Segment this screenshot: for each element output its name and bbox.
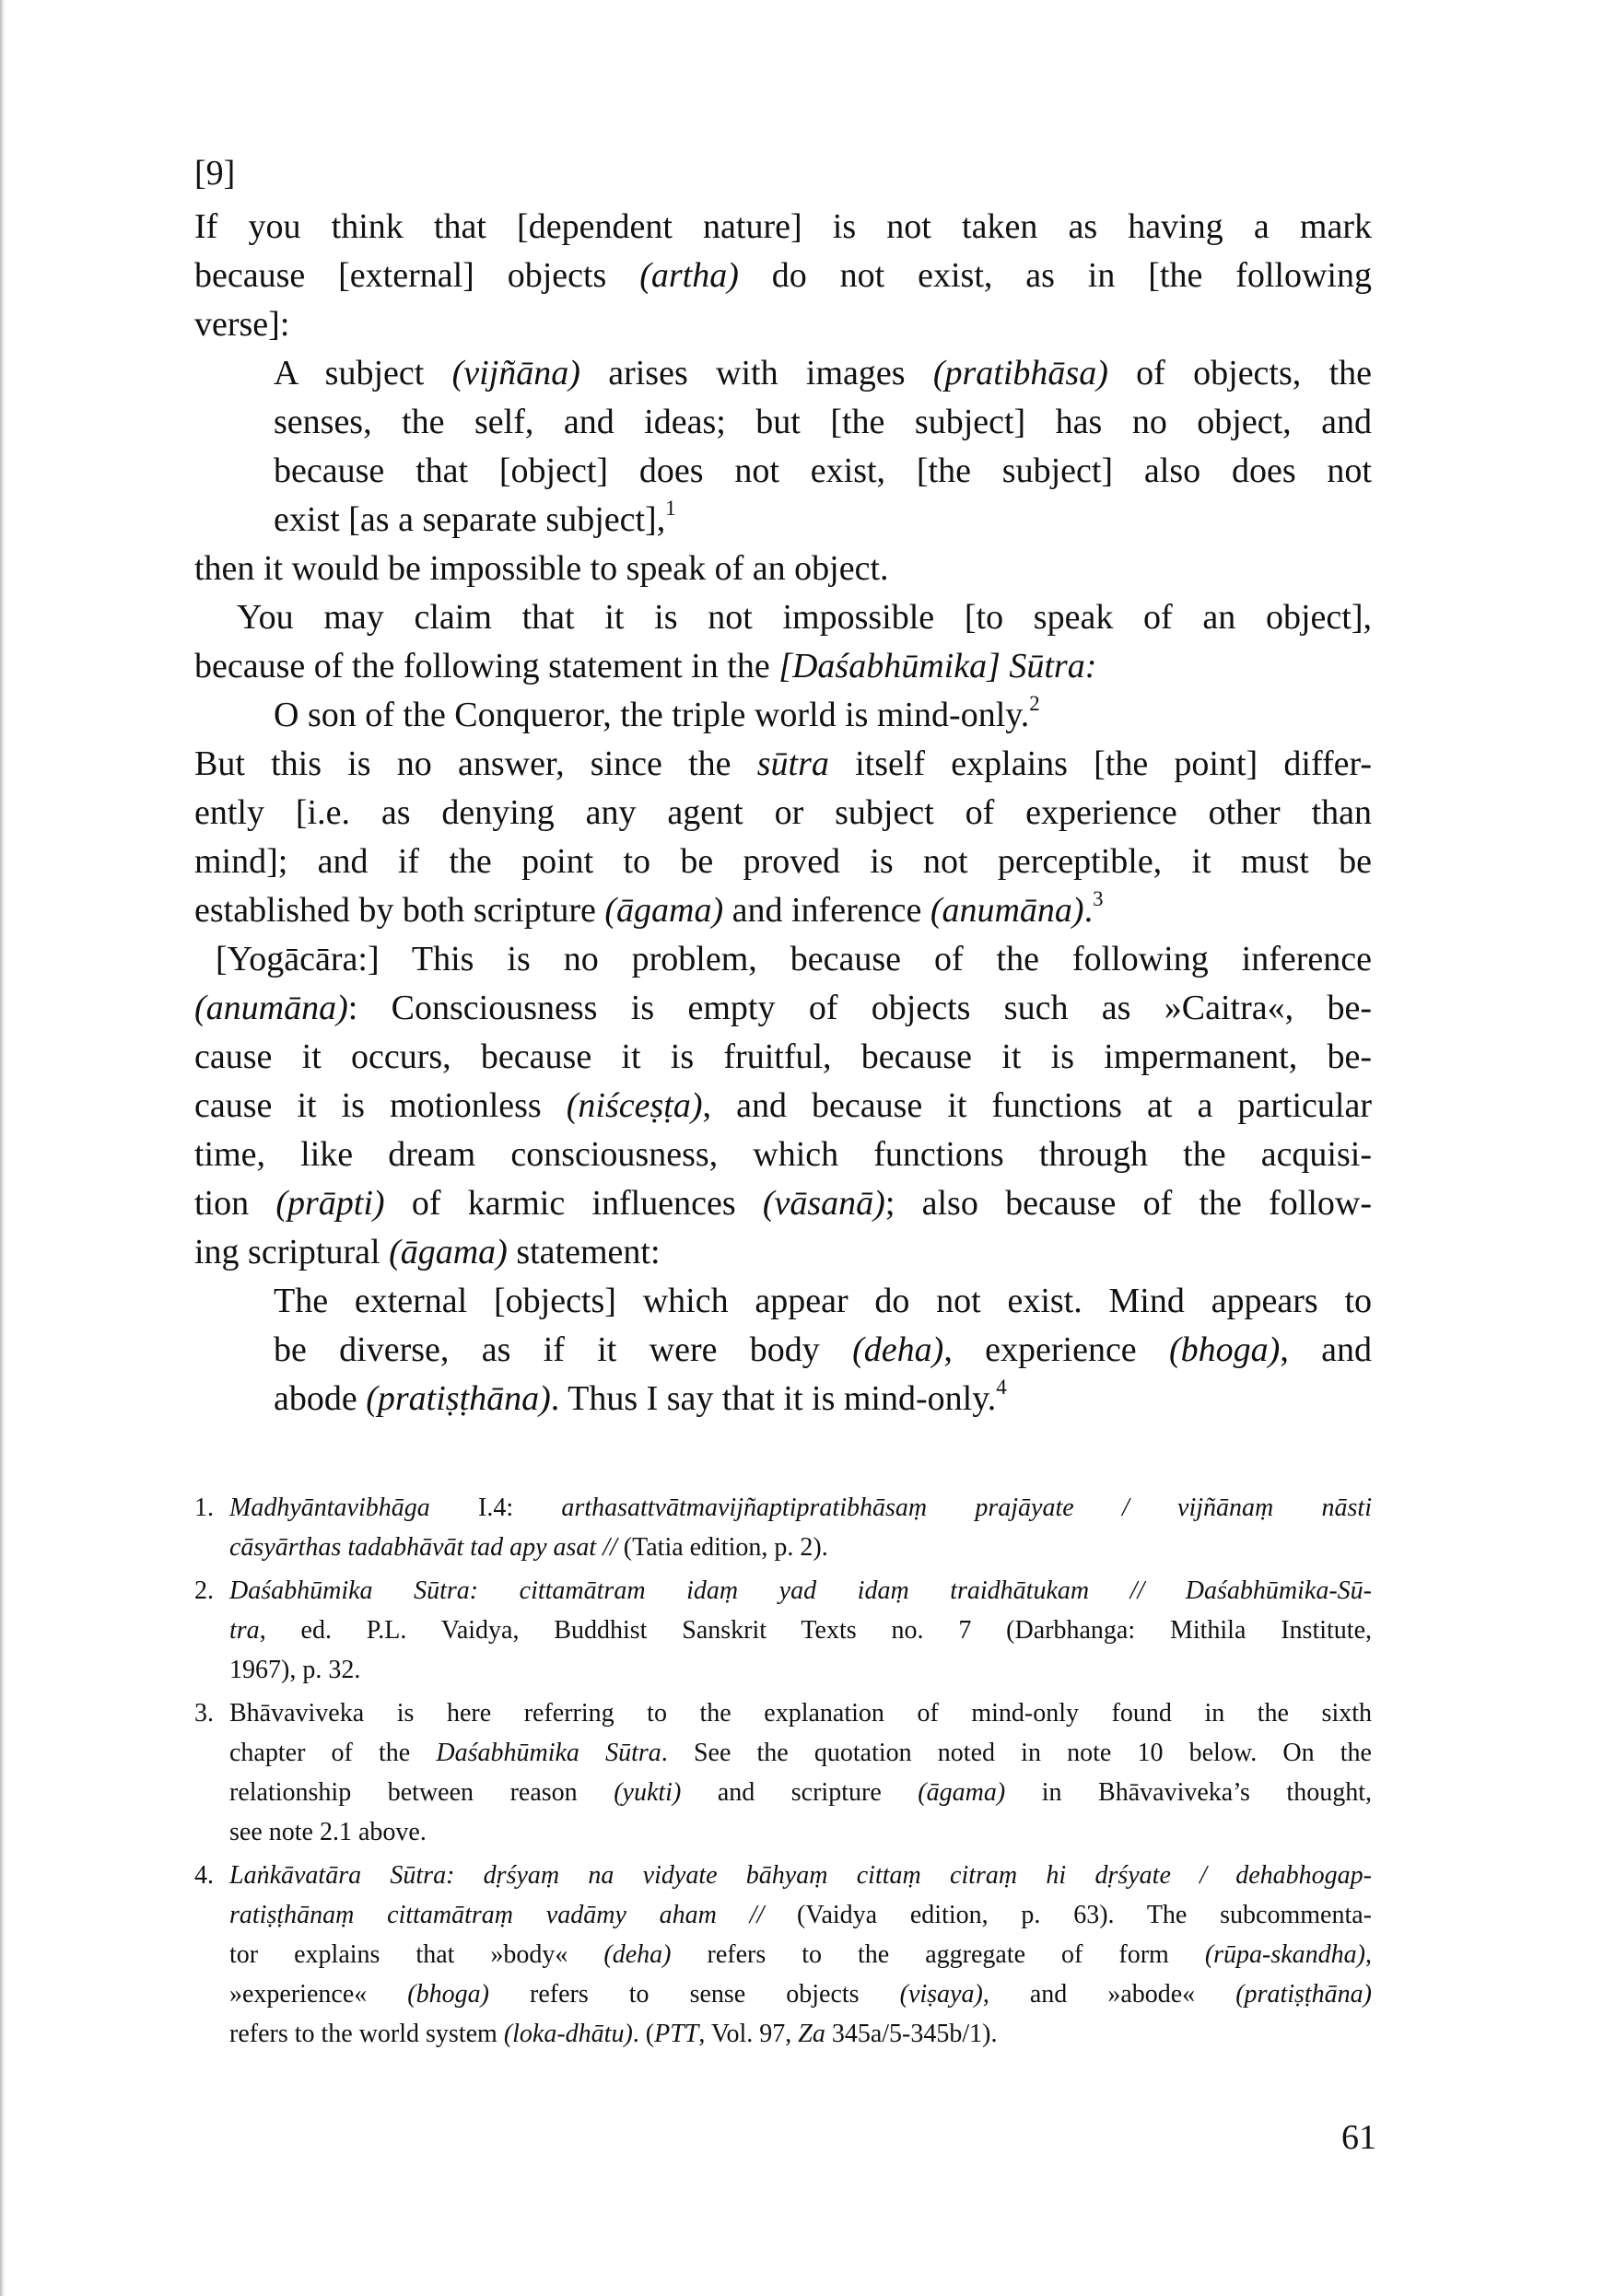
text-run: (Tatia edition, p. 2). [616,1533,828,1562]
footnote-line [229,1571,1372,1611]
text-run: If you think that [dependent nature] is not taken as having a mark [194,207,1372,246]
italic-term: Madhyāntavibhāga [229,1494,430,1522]
text-run: and inference [723,891,930,930]
italic-term: (vāsanā) [762,1184,885,1223]
footnote-line [229,2014,1372,2054]
italic-term: (artha) [639,256,739,295]
paragraph [194,545,1372,593]
text-run: Bhāvaviveka is here referring to the explanation of mind-only found in the sixth [229,1699,1372,1728]
text-run: abode [274,1379,367,1418]
footnote-line [229,1528,1372,1567]
italic-term: (deha) [852,1330,944,1369]
text-line [194,252,1372,300]
italic-term: [Daśabhūmika] Sūtra: [778,647,1097,685]
text-run: (Vaidya edition, p. 63). The subcommenta- [764,1901,1372,1929]
text-line [194,203,1372,252]
text-line [194,1033,1372,1082]
footnote-ref[interactable]: 4 [996,1375,1007,1399]
text-line [194,740,1372,789]
text-line [194,1326,1372,1375]
text-run: ing scriptural [194,1233,390,1271]
text-run: A subject [274,354,452,392]
footnote-line [229,1733,1372,1773]
text-line [194,1375,1372,1423]
text-run: : Consciousness is empty of objects such as »Caitra«, be- [347,989,1372,1027]
text-run: . Thus I say that it is mind-only. [550,1379,997,1418]
footnote [194,1693,1372,1852]
footnote [194,1571,1372,1690]
footnote-ref[interactable]: 2 [1029,691,1040,715]
text-run: »experience« [229,1980,408,2009]
page-number: 61 [1341,2118,1376,2157]
text-line [194,1082,1372,1130]
text-line [194,593,1372,642]
paragraph [194,740,1372,935]
main-text [194,203,1372,1423]
text-run: in Bhāvaviveka’s thought, [1005,1778,1372,1807]
footnote-line [229,1974,1372,2014]
footnote-body [229,1488,1372,1567]
footnote-number: 4. [194,1861,214,1890]
italic-term: (niśceṣṭa) [566,1086,703,1125]
footnote-line [229,1935,1372,1974]
text-run: because of the following statement in the [194,647,779,685]
italic-term: ratiṣṭhānaṃ cittamātraṃ vadāmy aham // [229,1901,765,1929]
text-line [194,496,1372,545]
italic-term: Daśabhūmika Sūtra: cittamātram idaṃ yad idaṃ traidhātukam // Daśabhūmika-Sū- [229,1576,1372,1605]
text-line [194,935,1372,984]
italic-term: (pratibhāsa) [932,354,1108,392]
text-run: . ( [632,2020,655,2048]
text-line [194,838,1372,886]
text-run: , experience [943,1330,1169,1369]
text-run: ently [i.e. as denying any agent or subject of experience other than [194,793,1372,832]
text-run: because that [object] does not exist, [the subject] also does not [274,451,1372,490]
italic-term: (anumāna) [930,891,1084,930]
italic-term: (vijñāna) [451,354,580,392]
text-run: I.4: [429,1494,562,1522]
text-run: . See the quotation noted in note 10 below. On the [661,1739,1372,1767]
italic-term: (āgama) [389,1233,508,1271]
italic-term: (rūpa-skandha) [1204,1940,1366,1969]
text-line [194,349,1372,398]
text-run: cause it occurs, because it is fruitful, because it is impermanent, be- [194,1037,1372,1076]
block-quote [194,349,1372,545]
text-run: But this is no answer, since the [194,744,757,783]
text-run: ; also because of the follow- [884,1184,1372,1223]
italic-term: sūtra [756,744,829,783]
text-line [194,642,1372,691]
text-run: of objects, the [1107,354,1373,392]
block-quote [194,1277,1372,1423]
text-run: . [1083,891,1094,930]
footnotes [194,1488,1372,2057]
text-run: tion [194,1184,276,1223]
text-run: cause it is motionless [194,1086,567,1125]
paragraph [194,935,1372,1277]
footnote [194,1856,1372,2054]
block-quote [194,691,1372,740]
footnote-number: 3. [194,1699,214,1728]
footnote-line [229,1611,1372,1650]
text-run: because [external] objects [194,256,640,295]
footnote-body [229,1693,1372,1852]
text-line [194,886,1372,935]
text-run: , and »abode« [982,1980,1236,2009]
italic-term: (bhoga) [1169,1330,1281,1369]
text-run: time, like dream consciousness, which functions through the acquisi- [194,1135,1372,1174]
italic-term: Daśabhūmika Sūtra [436,1739,661,1767]
italic-term: PTT [654,2020,699,2048]
text-run: , and because it functions at a particular [702,1086,1372,1125]
italic-term: Laṅkāvatāra Sūtra: dṛśyaṃ na vidyate bāhyaṃ cittaṃ citraṃ hi dṛśyate / dehabhogap- [229,1861,1372,1890]
text-run: O son of the Conqueror, the triple world is mind-only. [274,696,1030,734]
italic-term: (pratiṣṭhāna) [1235,1980,1372,2009]
text-run: be diverse, as if it were body [274,1330,853,1369]
text-run: senses, the self, and ideas; but [the subject] has no object, and [274,403,1372,441]
italic-term: (bhoga) [407,1980,489,2009]
text-line [194,691,1372,740]
italic-term: (prāpti) [275,1184,385,1223]
text-line [194,984,1372,1033]
text-run: , and [1280,1330,1372,1369]
paragraph [194,203,1372,349]
text-run: of karmic influences [384,1184,763,1223]
text-run: relationship between reason [229,1778,614,1807]
text-run: established by both scripture [194,891,605,930]
italic-term: (anumāna) [194,989,348,1027]
text-run: exist [as a separate subject], [274,500,666,539]
text-line [194,545,1372,593]
text-line [194,1130,1372,1179]
text-run: The external [objects] which appear do not exist. Mind appears to [274,1282,1372,1320]
footnote-line [229,1856,1372,1895]
italic-term: arthasattvātmavijñaptipratibhāsaṃ prajāyate / vijñānaṃ nāsti [561,1494,1372,1522]
italic-term: (pratiṣṭhāna) [366,1379,551,1418]
text-run: 1967), p. 32. [229,1656,361,1684]
text-line [194,789,1372,838]
text-run: arises with images [579,354,933,392]
text-run: , Vol. 97, [698,2020,799,2048]
footnote-body [229,1856,1372,2054]
text-run: tor explains that »body« [229,1940,604,1969]
italic-term: (loka-dhātu) [503,2020,633,2048]
text-run: 345a/5-345b/1). [825,2020,998,2048]
paragraph [194,593,1372,691]
text-run: refers to sense objects [488,1980,900,2009]
scan-edge-shadow [0,0,6,2296]
text-run: and scripture [681,1778,919,1807]
italic-term: tra [229,1616,260,1645]
italic-term: cāsyārthas tadabhāvāt tad apy asat // [229,1533,617,1562]
italic-term: (āgama) [604,891,724,930]
italic-term: (āgama) [918,1778,1006,1807]
italic-term: (viṣaya) [899,1980,983,2009]
italic-term: (yukti) [614,1778,682,1807]
footnote-line [229,1488,1372,1528]
italic-term: Za [798,2020,825,2048]
footnote-line [229,1650,1372,1690]
text-line [194,1277,1372,1326]
text-line [194,398,1372,447]
text-run: then it would be impossible to speak of an object. [194,549,889,588]
footnote-body [229,1571,1372,1690]
footnote-number: 1. [194,1494,214,1522]
text-run: refers to the world system [229,2020,504,2048]
text-run: , ed. P.L. Vaidya, Buddhist Sanskrit Texts no. 7 (Darbhanga: Mithila Institute, [259,1616,1372,1645]
text-run: verse]: [194,305,290,344]
text-run: statement: [507,1233,661,1271]
text-run: [Yogācāra:] This is no problem, because of the following inference [216,940,1372,978]
text-run: see note 2.1 above. [229,1818,427,1846]
text-line [194,1179,1372,1228]
footnote-line [229,1773,1372,1812]
footnote-ref[interactable]: 3 [1093,886,1104,910]
footnote-line [229,1693,1372,1733]
text-line [194,1228,1372,1277]
text-run: refers to the aggregate of form [671,1940,1205,1969]
text-run: mind]; and if the point to be proved is not perceptible, it must be [194,842,1372,881]
footnote-line [229,1895,1372,1935]
footnote-line [229,1812,1372,1852]
text-run: itself explains [the point] differ- [828,744,1373,783]
footnote-number: 2. [194,1576,214,1605]
text-line [194,447,1372,496]
italic-term: (deha) [603,1940,672,1969]
text-run: , [1365,1940,1373,1969]
text-run: do not exist, as in [the following [738,256,1372,295]
text-run: chapter of the [229,1739,437,1767]
footnote-ref[interactable]: 1 [665,496,676,520]
text-run: You may claim that it is not impossible [to speak of an object], [237,598,1372,637]
footnote [194,1488,1372,1567]
section-number: [9] [194,154,236,193]
text-line [194,300,1372,349]
